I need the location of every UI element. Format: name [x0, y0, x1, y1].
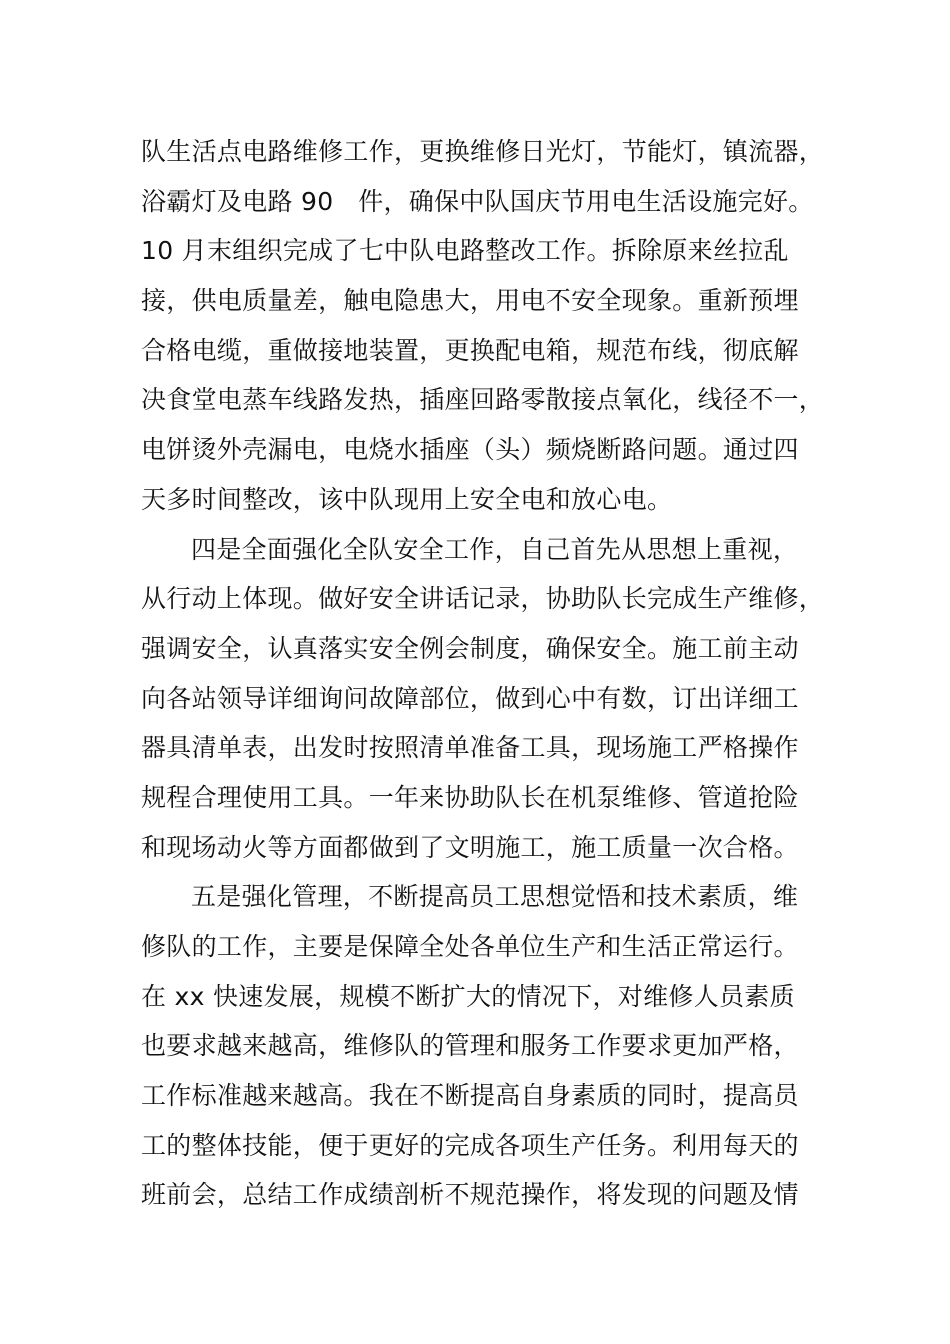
- text-line-1: 队生活点电路维修工作，更换维修日光灯，节能灯，镇流器，: [141, 137, 825, 166]
- text-line-4: 接，供电质量差，触电隐患大，用电不安全现象。重新预埋: [141, 286, 799, 316]
- text-line-8: 天多时间整改，该中队现用上安全电和放心电。: [141, 484, 673, 514]
- text-line-6: 决食堂电蒸车线路发热，插座回路零散接点氧化，线径不一，: [141, 385, 825, 415]
- paragraph-5-first-line: 五是强化管理，不断提高员工思想觉悟和技术素质，维: [191, 882, 799, 912]
- text-line-10: 从行动上体现。做好安全讲话记录，协助队长完成生产维修，: [141, 584, 825, 614]
- text-line-20: 工作标准越来越高。我在不断提高自身素质的同时，提高员: [141, 1081, 799, 1111]
- text-line-2: 浴霸灯及电路 90 件，确保中队国庆节用电生活设施完好。: [141, 186, 814, 216]
- text-line-22: 班前会，总结工作成绩剖析不规范操作，将发现的问题及情: [141, 1180, 799, 1210]
- text-line-21: 工的整体技能，便于更好的完成各项生产任务。利用每天的: [141, 1130, 799, 1160]
- text-line-12: 向各站领导详细询问故障部位，做到心中有数，订出详细工: [141, 683, 799, 713]
- text-line-11: 强调安全，认真落实安全例会制度，确保安全。施工前主动: [141, 633, 799, 663]
- text-line-3: 10 月末组织完成了七中队电路整改工作。拆除原来丝拉乱: [141, 236, 789, 266]
- text-line-7: 电饼烫外壳漏电，电烧水插座（头）频烧断路问题。通过四: [141, 435, 799, 465]
- text-line-5: 合格电缆，重做接地装置，更换配电箱，规范布线，彻底解: [141, 335, 799, 365]
- text-line-14: 规程合理使用工具。一年来协助队长在机泵维修、管道抢险: [141, 782, 799, 812]
- text-line-18: 在 xx 快速发展，规模不断扩大的情况下，对维修人员素质: [141, 981, 795, 1011]
- text-line-17: 修队的工作，主要是保障全处各单位生产和生活正常运行。: [141, 932, 799, 961]
- text-line-15: 和现场动火等方面都做到了文明施工，施工质量一次合格。: [141, 832, 799, 862]
- document-body-text: [141, 127, 841, 1220]
- paragraph-4-first-line: 四是全面强化全队安全工作，自己首先从思想上重视，: [191, 534, 799, 564]
- text-line-13: 器具清单表，出发时按照清单准备工具，现场施工严格操作: [141, 733, 799, 763]
- text-line-19: 也要求越来越高，维修队的管理和服务工作要求更加严格，: [141, 1031, 799, 1061]
